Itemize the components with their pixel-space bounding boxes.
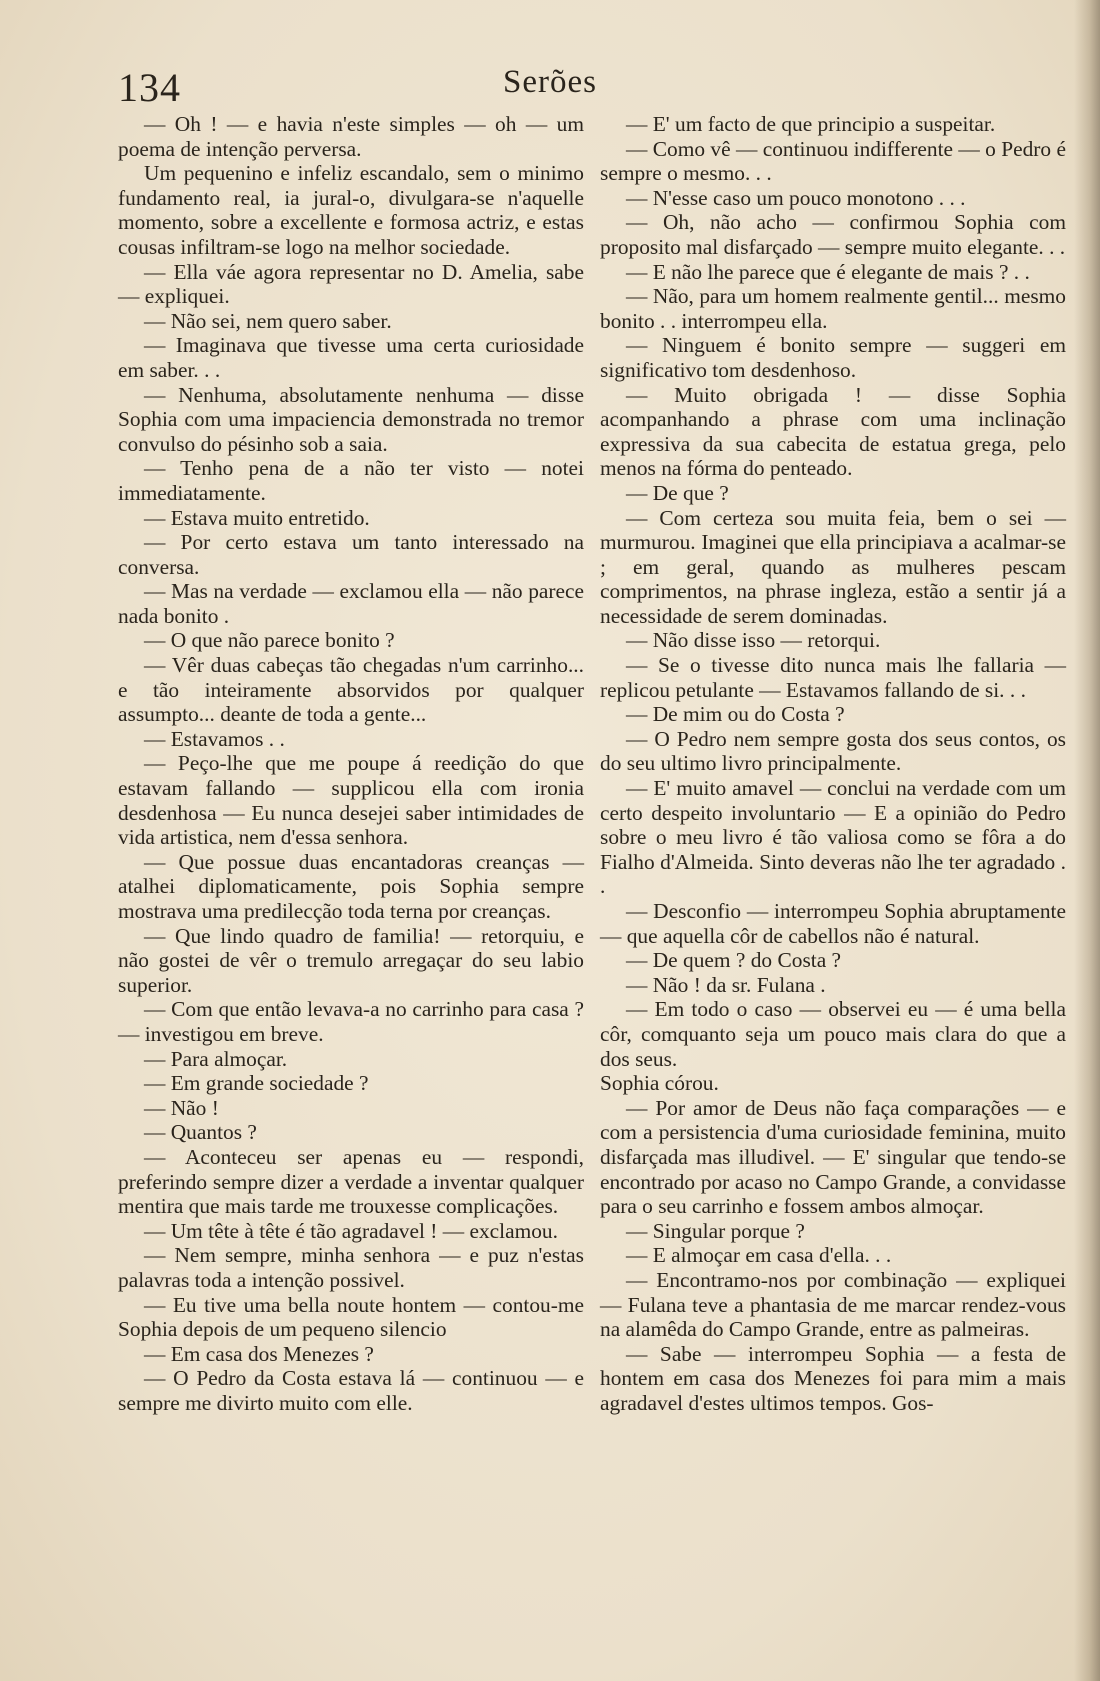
paragraph: — O Pedro da Costa estava lá — continuou — e sempre me divirto muito com elle. bbox=[118, 1366, 584, 1415]
paragraph: — De quem ? do Costa ? bbox=[626, 948, 842, 973]
paragraph: — Com certeza sou muita feia, bem o sei — murmurou. Imaginei que ella principiava a acalmar-se ; em geral, quando as mulheres pescam comprimentos, na phrase ingleza, estão a sentir já a necessidade de serem dominadas. bbox=[600, 505, 1066, 628]
paragraph: — Estavamos . . bbox=[144, 726, 285, 751]
paragraph: — Tenho pena de a não ter visto — notei immediatamente. bbox=[118, 456, 584, 505]
paragraph: — Com que então levava-a no carrinho para casa ? — investigou em breve. bbox=[118, 997, 584, 1046]
paragraph: — O que não parece bonito ? bbox=[144, 628, 395, 653]
paragraph: — Não, para um homem realmente gentil... mesmo bonito . . interrompeu ella. bbox=[600, 284, 1066, 333]
paragraph: — Estava muito entretido. bbox=[144, 505, 370, 530]
paragraph: — Não ! da sr. Fulana . bbox=[626, 972, 826, 997]
paragraph: — Ella váe agora representar no D. Amelia, sabe — expliquei. bbox=[118, 259, 584, 309]
paragraph: — Para almoçar. bbox=[144, 1046, 288, 1071]
paragraph: — O Pedro nem sempre gosta dos seus contos, os do seu ultimo livro principalmente. bbox=[600, 726, 1066, 776]
paragraph: — Não sei, nem quero saber. bbox=[144, 308, 392, 333]
paragraph: — Nenhuma, absolutamente nenhuma — disse Sophia com uma impaciencia demonstrada no tremor convulso do pésinho sob a saia. bbox=[118, 382, 584, 456]
paragraph: — Nem sempre, minha senhora — e puz n'estas palavras toda a intenção possivel. bbox=[118, 1243, 584, 1292]
paragraph: — E almoçar em casa d'ella. . . bbox=[626, 1243, 892, 1268]
paragraph: — Oh, não acho — confirmou Sophia com proposito mal disfarçado — sempre muito elegante. . . bbox=[600, 210, 1066, 259]
paragraph: — Em todo o caso — observei eu — é uma bella côr, comquanto seja um pouco mais clara do que a dos seus. bbox=[600, 997, 1066, 1071]
paragraph: — Singular porque ? bbox=[626, 1218, 805, 1243]
paragraph: — E' um facto de que principio a suspeitar. bbox=[626, 112, 996, 136]
running-title: Serões bbox=[503, 64, 597, 100]
paragraph: — Um tête à tête é tão agradavel ! — exclamou. bbox=[144, 1218, 558, 1243]
paragraph: — N'esse caso um pouco monotono . . . bbox=[626, 185, 966, 210]
paragraph: — Vêr duas cabeças tão chegadas n'um carrinho... e tão inteiramente absorvidos por qualquer assumpto... deante de toda a gente... bbox=[118, 653, 584, 727]
paragraph: — De mim ou do Costa ? bbox=[626, 702, 845, 727]
paragraph: — Por amor de Deus não faça comparações — e com a persistencia d'uma curiosidade feminina, muito disfarçada mas illudivel. — E' singular que tendo-se encontrado por acaso no Campo Grande, a convidasse para o seu carrinho e fossem ambos almoçar. bbox=[600, 1095, 1066, 1219]
paragraph: — Aconteceu ser apenas eu — respondi, preferindo sempre dizer a verdade a inventar qualquer mentira que mais tarde me trouxesse complicações. bbox=[118, 1144, 584, 1219]
paragraph: — Muito obrigada ! — disse Sophia acompanhando a phrase com uma inclinação expressiva da sua cabecita de estatua grega, pelo menos na fórma do penteado. bbox=[600, 382, 1066, 481]
paragraph: — Não ! bbox=[144, 1095, 219, 1120]
paragraph: — Em casa dos Menezes ? bbox=[144, 1341, 374, 1366]
paragraph: — Por certo estava um tanto interessado na conversa. bbox=[118, 530, 584, 579]
paragraph: Sophia córou. bbox=[600, 1071, 719, 1096]
paragraph: — Mas na verdade — exclamou ella — não parece nada bonito . bbox=[118, 579, 584, 628]
paragraph: — Sabe — interrompeu Sophia — a festa de hontem em casa dos Menezes foi para mim a mais agradavel d'estes ultimos tempos. Gos- bbox=[600, 1341, 1066, 1415]
page-number: 134 bbox=[118, 65, 181, 110]
paragraph: — Desconfio — interrompeu Sophia abruptamente — que aquella côr de cabellos não é natural. bbox=[600, 899, 1066, 948]
paragraph: — Eu tive uma bella noute hontem — contou-me Sophia depois de um pequeno silencio bbox=[118, 1292, 584, 1342]
paragraph: — Em grande sociedade ? bbox=[144, 1071, 369, 1096]
paragraph: — Oh ! — e havia n'este simples — oh — um poema de intenção perversa. bbox=[118, 112, 584, 161]
paragraph: — E' muito amavel — conclui na verdade com um certo despeito involuntario — E a opinião do Pedro sobre o meu livro é tão valiosa como se fôra a do Fialho d'Almeida. Sinto deveras não lhe ter agradado . . bbox=[600, 776, 1066, 899]
paragraph: — Imaginava que tivesse uma certa curiosidade em saber. . . bbox=[118, 333, 584, 382]
paragraph: — Que possue duas encantadoras creanças — atalhei diplomaticamente, pois Sophia sempre mostrava uma predilecção toda terna por creanças. bbox=[118, 849, 584, 923]
left-column bbox=[118, 112, 584, 1415]
paragraph: — Como vê — continuou indifferente — o Pedro é sempre o mesmo. . . bbox=[600, 136, 1066, 186]
paragraph: — Se o tivesse dito nunca mais lhe fallaria — replicou petulante — Estavamos fallando de si. . . bbox=[600, 653, 1066, 702]
paragraph: — Encontramo-nos por combinação — expliquei — Fulana teve a phantasia de me marcar rendez-vous na alamêda do Campo Grande, entre as palmeiras. bbox=[600, 1267, 1066, 1342]
paragraph: Um pequenino e infeliz escandalo, sem o minimo fundamento real, ia jural-o, divulgara-se n'aquelle momento, sobre a excellente e formosa actriz, e estas cousas infiltram-se logo na melhor sociedade. bbox=[118, 161, 584, 259]
paragraph: — De que ? bbox=[626, 480, 729, 505]
paragraph: — Ninguem é bonito sempre — suggeri em significativo tom desdenhoso. bbox=[600, 333, 1066, 382]
paragraph: — Peço-lhe que me poupe á reedição do que estavam fallando — supplicou ella com ironia desdenhosa — Eu nunca desejei saber intimidades de vida artistica, nem d'essa senhora. bbox=[118, 751, 584, 850]
page-edge-shadow bbox=[1074, 0, 1100, 1681]
paragraph: — Quantos ? bbox=[144, 1120, 257, 1145]
right-column bbox=[600, 112, 1066, 1415]
paragraph: — E não lhe parece que é elegante de mais ? . . bbox=[626, 259, 1030, 284]
paragraph: — Não disse isso — retorqui. bbox=[626, 628, 881, 653]
paragraph: — Que lindo quadro de familia! — retorquiu, e não gostei de vêr o tremulo arregaçar do seu labio superior. bbox=[118, 923, 584, 997]
